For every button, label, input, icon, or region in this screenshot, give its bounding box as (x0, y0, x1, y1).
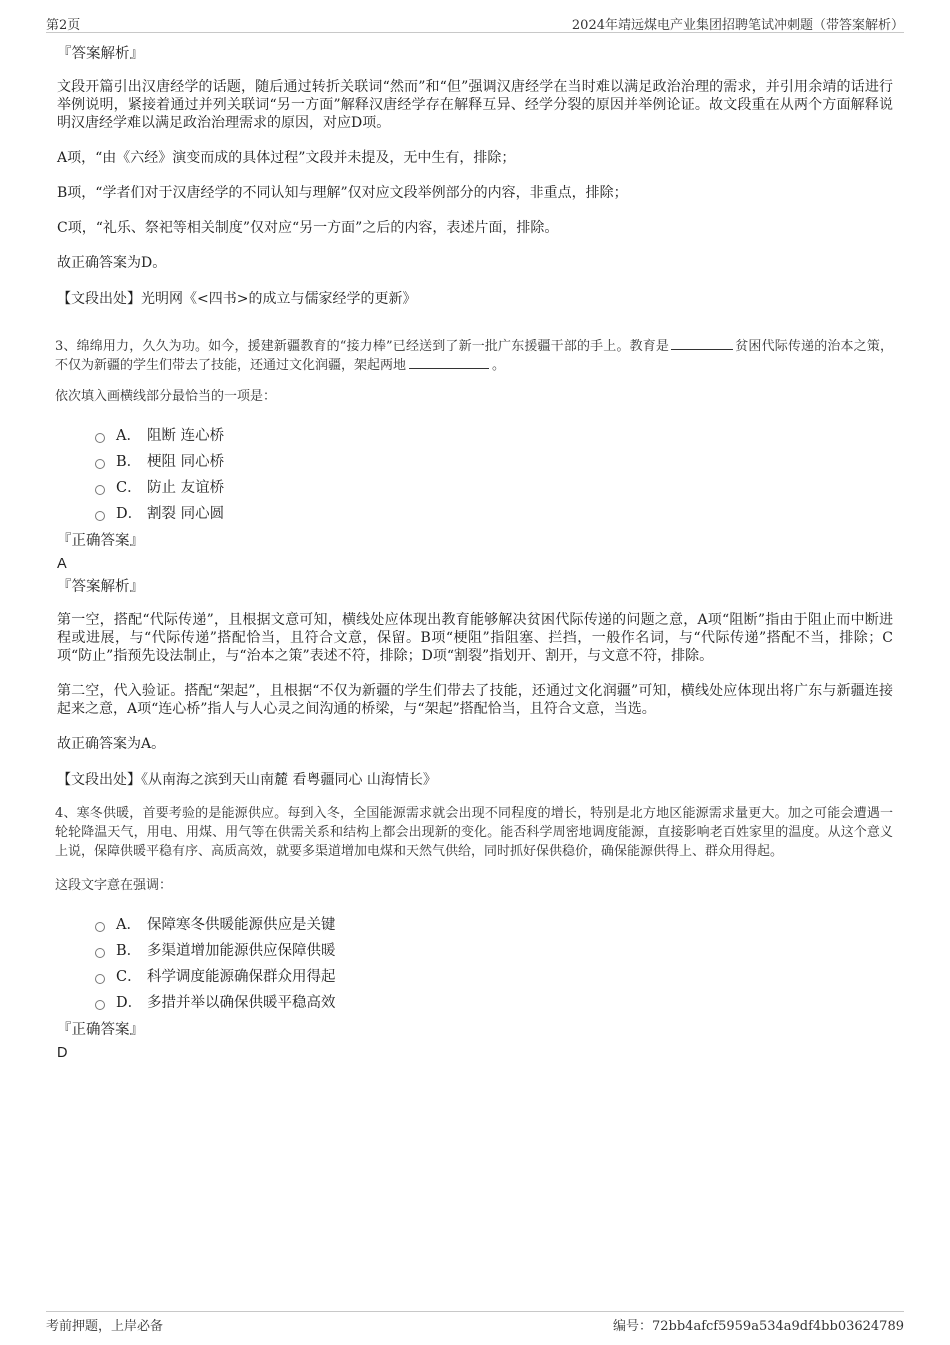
source-citation: 【文段出处】光明网《<四书>的成立与儒家经学的更新》 (57, 291, 417, 307)
options-list (95, 912, 893, 1016)
analysis-paragraph: 文段开篇引出汉唐经学的话题，随后通过转折关联词“然而”和“但”强调汉唐经学在当时难以满足政治治理的需求，并引用余靖的话进行举例说明，紧接着通过并列关联词“另一方面”解释汉唐经学存在解释互异、经学分裂的原因并举例论证。故文段重在从两个方面解释说明汉唐经学难以满足政治治理需求的原因，对应D项。 (57, 79, 893, 131)
option-key: C． (116, 480, 142, 496)
radio-icon[interactable] (95, 485, 105, 495)
option-c[interactable] (95, 964, 893, 990)
option-text: 保障寒冬供暖能源供应是关键 (147, 917, 336, 933)
question-3 (57, 337, 893, 790)
radio-icon[interactable] (95, 1000, 105, 1010)
option-b[interactable] (95, 449, 893, 475)
option-b[interactable] (95, 938, 893, 964)
radio-icon[interactable] (95, 974, 105, 984)
option-text: 科学调度能源确保群众用得起 (147, 969, 336, 985)
option-text: 割裂 同心圆 (147, 506, 225, 522)
analysis-paragraph: 第一空，搭配“代际传递”，且根据文意可知，横线处应体现出教育能够解决贫困代际传递的问题之意，A项“阻断”指由于阻止而中断进程或进展，与“代际传递”搭配恰当，且符合文意，保留。B项“梗阻”指阻塞、拦挡，一般作名词，与“代际传递”搭配不当，排除；C项“防止”指预先设法制止，与“治本之策”表述不符，排除；D项“割裂”指划开、割开，与文意不符，排除。 (57, 612, 893, 664)
question-stem-part-1: 3、绵绵用力，久久为功。如今，援建新疆教育的“接力棒”已经送到了新一批广东援疆干部的手上。教育是 (55, 339, 670, 354)
correct-answer: D (57, 1045, 68, 1061)
option-d[interactable] (95, 990, 893, 1016)
question-stem (55, 337, 893, 375)
source-citation: 【文段出处】《从南海之滨到天山南麓 看粤疆同心 山海情长》 (57, 772, 437, 788)
radio-icon[interactable] (95, 922, 105, 932)
radio-icon[interactable] (95, 511, 105, 521)
page-header (46, 10, 904, 33)
question-prompt: 这段文字意在强调： (55, 878, 173, 893)
option-c[interactable] (95, 475, 893, 501)
analysis-label: 『答案解析』 (57, 579, 144, 595)
footer-slogan: 考前押题，上岸必备 (46, 1319, 164, 1334)
option-key: C． (116, 969, 142, 985)
question-stem-part-3: 。 (492, 358, 506, 373)
option-key: A． (116, 917, 141, 933)
option-text: 多渠道增加能源供应保障供暖 (147, 943, 336, 959)
option-text: 防止 友谊桥 (147, 480, 225, 496)
option-a[interactable] (95, 912, 893, 938)
correct-answer-label: 『正确答案』 (57, 1022, 144, 1038)
question-stem-part-2: 贫困代际传递的治本之策，不仅为新疆的学生们带去了技能，还通过文化润疆，架起两地 (55, 339, 893, 373)
page-footer (46, 1311, 904, 1334)
option-text: 梗阻 同心桥 (147, 454, 225, 470)
radio-icon[interactable] (95, 433, 105, 443)
option-key: D． (116, 995, 143, 1011)
option-key: A． (116, 428, 141, 444)
page-content (57, 44, 893, 1066)
option-key: D． (116, 506, 143, 522)
option-d[interactable] (95, 501, 893, 527)
analysis-paragraph: C项，“礼乐、祭祀等相关制度”仅对应“另一方面”之后的内容，表述片面，排除。 (57, 220, 559, 236)
analysis-paragraph: A项，“由《六经》演变而成的具体过程”文段并未提及，无中生有，排除； (57, 150, 516, 166)
options-list (95, 423, 893, 527)
option-a[interactable] (95, 423, 893, 449)
question-prompt: 依次填入画横线部分最恰当的一项是： (55, 389, 277, 404)
page-number: 第2页 (46, 18, 81, 33)
correct-answer: A (57, 556, 67, 572)
document-title: 2024年靖远煤电产业集团招聘笔试冲刺题（带答案解析） (571, 18, 904, 33)
correct-answer-label: 『正确答案』 (57, 533, 144, 549)
analysis-paragraph: 第二空，代入验证。搭配“架起”，且根据“不仅为新疆的学生们带去了技能，还通过文化润疆”可知，横线处应体现出将广东与新疆连接起来之意，A项“连心桥”指人与人心灵之间沟通的桥梁，与“架起”搭配恰当，且符合文意，当选。 (57, 683, 893, 717)
option-text: 阻断 连心桥 (147, 428, 225, 444)
analysis-paragraph: B项，“学者们对于汉唐经学的不同认知与理解”仅对应文段举例部分的内容，非重点，排除； (57, 185, 628, 201)
document-code: 编号：72bb4afcf5959a534a9df4bb03624789 (613, 1319, 904, 1334)
analysis-conclusion: 故正确答案为D。 (57, 255, 167, 271)
option-key: B． (116, 943, 142, 959)
question-4 (57, 804, 893, 1062)
question-stem: 4、寒冬供暖，首要考验的是能源供应。每到入冬，全国能源需求就会出现不同程度的增长，特别是北方地区能源需求量更大。加之可能会遭遇一轮轮降温天气，用电、用煤、用气等在供需关系和结构上都会出现新的变化。能否科学周密地调度能源，直接影响老百姓家里的温度。从这个意义上说，保障供暖平稳有序、高质高效，就要多渠道增加电煤和天然气供给，同时抓好保供稳价，确保能源供得上、群众用得起。 (55, 806, 893, 859)
radio-icon[interactable] (95, 459, 105, 469)
answer-blank-1 (671, 337, 733, 350)
option-text: 多措并举以确保供暖平稳高效 (147, 995, 336, 1011)
option-key: B． (116, 454, 142, 470)
answer-blank-2 (409, 356, 489, 369)
analysis-conclusion: 故正确答案为A。 (57, 736, 166, 752)
analysis-label: 『答案解析』 (57, 46, 144, 62)
radio-icon[interactable] (95, 948, 105, 958)
question-2-analysis (57, 44, 893, 309)
